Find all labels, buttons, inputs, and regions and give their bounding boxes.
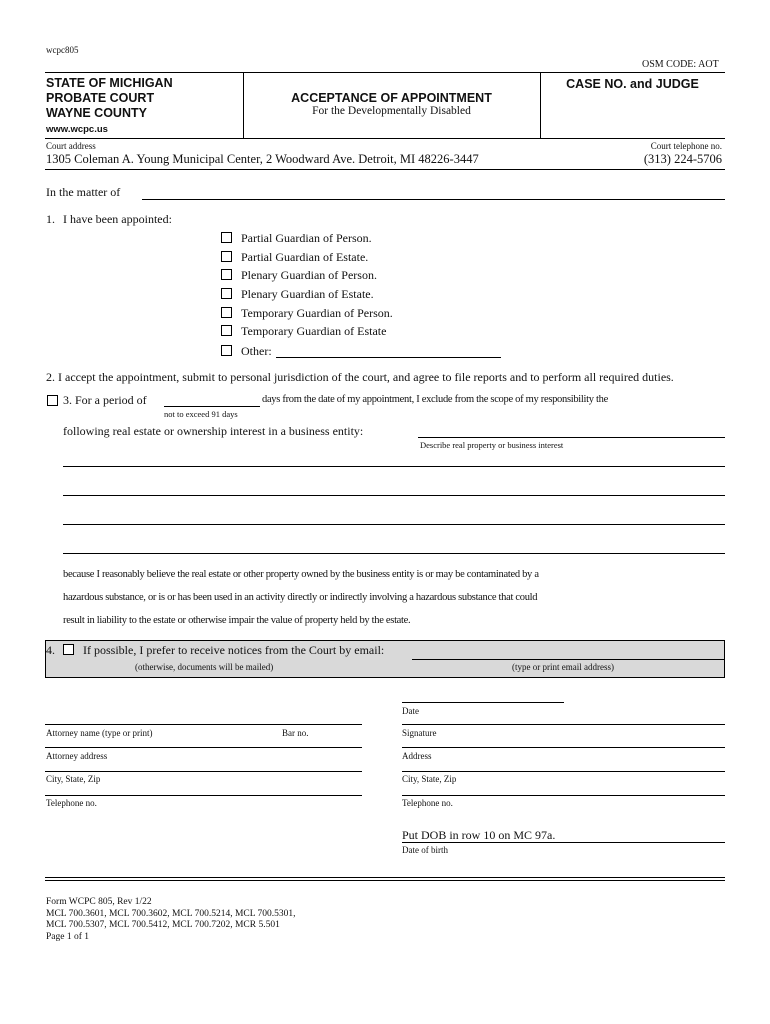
item3-days-text: days from the date of my appointment, I exclude from the scope of my responsibility the <box>262 394 608 405</box>
describe-line[interactable] <box>63 553 725 554</box>
city-field-right[interactable] <box>402 771 725 772</box>
footer-rule <box>45 877 725 878</box>
dob-instruction: Put DOB in row 10 on MC 97a. <box>402 828 556 842</box>
dob-label: Date of birth <box>402 845 448 855</box>
court-address: 1305 Coleman A. Young Municipal Center, 2 Woodward Ave. Detroit, MI 48226-3447 <box>46 152 479 166</box>
option-label: Partial Guardian of Estate. <box>241 250 369 264</box>
email-field[interactable] <box>412 659 725 660</box>
date-field[interactable] <box>402 702 564 703</box>
court-phone: (313) 224-5706 <box>643 152 722 166</box>
footer-rule <box>45 880 725 881</box>
court-website[interactable]: www.wcpc.us <box>46 124 108 135</box>
footer-mcl-2: MCL 700.5307, MCL 700.5412, MCL 700.7202, MCR 5.501 <box>46 920 280 930</box>
mail-note: (otherwise, documents will be mailed) <box>135 662 274 672</box>
temporary-estate-checkbox[interactable] <box>221 325 232 336</box>
item4-label: If possible, I prefer to receive notices from the Court by email: <box>83 643 385 657</box>
describe-line[interactable] <box>63 524 725 525</box>
state-name: STATE OF MICHIGAN <box>46 76 173 90</box>
item3-cont: following real estate or ownership interest in a business entity: <box>63 424 364 438</box>
email-checkbox[interactable] <box>63 644 74 655</box>
item3-label: 3. For a period of <box>63 393 147 407</box>
form-subtitle: For the Developmentally Disabled <box>312 105 471 117</box>
other-checkbox[interactable] <box>221 345 232 356</box>
partial-estate-checkbox[interactable] <box>221 251 232 262</box>
court-name: PROBATE COURT <box>46 91 155 105</box>
describe-line[interactable] <box>63 466 725 467</box>
temporary-person-checkbox[interactable] <box>221 307 232 318</box>
osm-code: OSM CODE: AOT <box>642 59 719 70</box>
footer-page: Page 1 of 1 <box>46 931 90 942</box>
address-label: Court address <box>46 141 96 151</box>
matter-field[interactable] <box>142 199 725 200</box>
form-code: wcpc805 <box>46 45 79 55</box>
option-label: Temporary Guardian of Estate <box>241 324 387 338</box>
describe-line[interactable] <box>63 495 725 496</box>
county-name: WAYNE COUNTY <box>46 106 147 120</box>
attorney-address-field[interactable] <box>45 747 362 748</box>
telephone-label-right: Telephone no. <box>402 798 453 808</box>
footer <box>46 897 296 943</box>
city-field-left[interactable] <box>45 771 362 772</box>
attorney-name-field[interactable] <box>45 724 362 725</box>
address-field[interactable] <box>402 747 725 748</box>
option-label: Plenary Guardian of Person. <box>241 268 377 282</box>
city-label-right: City, State, Zip <box>402 774 457 784</box>
attorney-name-label: Attorney name (type or print) <box>46 728 153 738</box>
because-line-3: result in liability to the estate or otherwise impair the value of property held by the estate. <box>63 615 411 626</box>
footer-mcl-1: MCL 700.3601, MCL 700.3602, MCL 700.5214, MCL 700.5301, <box>46 908 296 919</box>
signature-field[interactable] <box>402 724 725 725</box>
telephone-field-left[interactable] <box>45 795 362 796</box>
telephone-field-right[interactable] <box>402 795 725 796</box>
item1-num: 1. <box>46 212 55 226</box>
bar-no-label: Bar no. <box>282 728 309 738</box>
signature-label: Signature <box>402 728 437 738</box>
item3-checkbox[interactable] <box>47 395 58 406</box>
item4-num: 4. <box>46 643 55 657</box>
case-label: CASE NO. and JUDGE <box>566 77 699 91</box>
footer-form-rev: Form WCPC 805, Rev 1/22 <box>46 897 152 907</box>
email-hint: (type or print email address) <box>512 662 614 672</box>
because-line-2: hazardous substance, or is or has been used in an activity directly or indirectly involving a hazardous substance that could <box>63 592 538 603</box>
days-field[interactable] <box>164 406 260 407</box>
option-label: Other: <box>241 344 272 358</box>
item1-label: I have been appointed: <box>63 212 172 226</box>
court-block <box>46 76 173 121</box>
item2-text: 2. I accept the appointment, submit to personal jurisdiction of the court, and agree to file reports and to perform all required duties. <box>46 370 674 384</box>
attorney-address-label: Attorney address <box>46 751 108 761</box>
dob-field[interactable] <box>402 842 725 843</box>
option-label: Partial Guardian of Person. <box>241 231 372 245</box>
address-label: Address <box>402 751 432 761</box>
date-label: Date <box>402 706 419 716</box>
phone-label: Court telephone no. <box>650 141 722 151</box>
form-title: ACCEPTANCE OF APPOINTMENT <box>291 91 492 105</box>
plenary-estate-checkbox[interactable] <box>221 288 232 299</box>
option-label: Plenary Guardian of Estate. <box>241 287 374 301</box>
option-label: Temporary Guardian of Person. <box>241 306 393 320</box>
city-label-left: City, State, Zip <box>46 774 101 784</box>
limit-note: not to exceed 91 days <box>164 409 238 419</box>
other-field[interactable] <box>276 357 501 358</box>
because-line-1: because I reasonably believe the real estate or other property owned by the business entity is or may be contaminated by a <box>63 569 539 580</box>
matter-label: In the matter of <box>46 185 121 199</box>
plenary-person-checkbox[interactable] <box>221 269 232 280</box>
describe-label: Describe real property or business interest <box>420 440 564 450</box>
partial-person-checkbox[interactable] <box>221 232 232 243</box>
describe-field[interactable] <box>418 437 725 438</box>
telephone-label-left: Telephone no. <box>46 798 97 808</box>
